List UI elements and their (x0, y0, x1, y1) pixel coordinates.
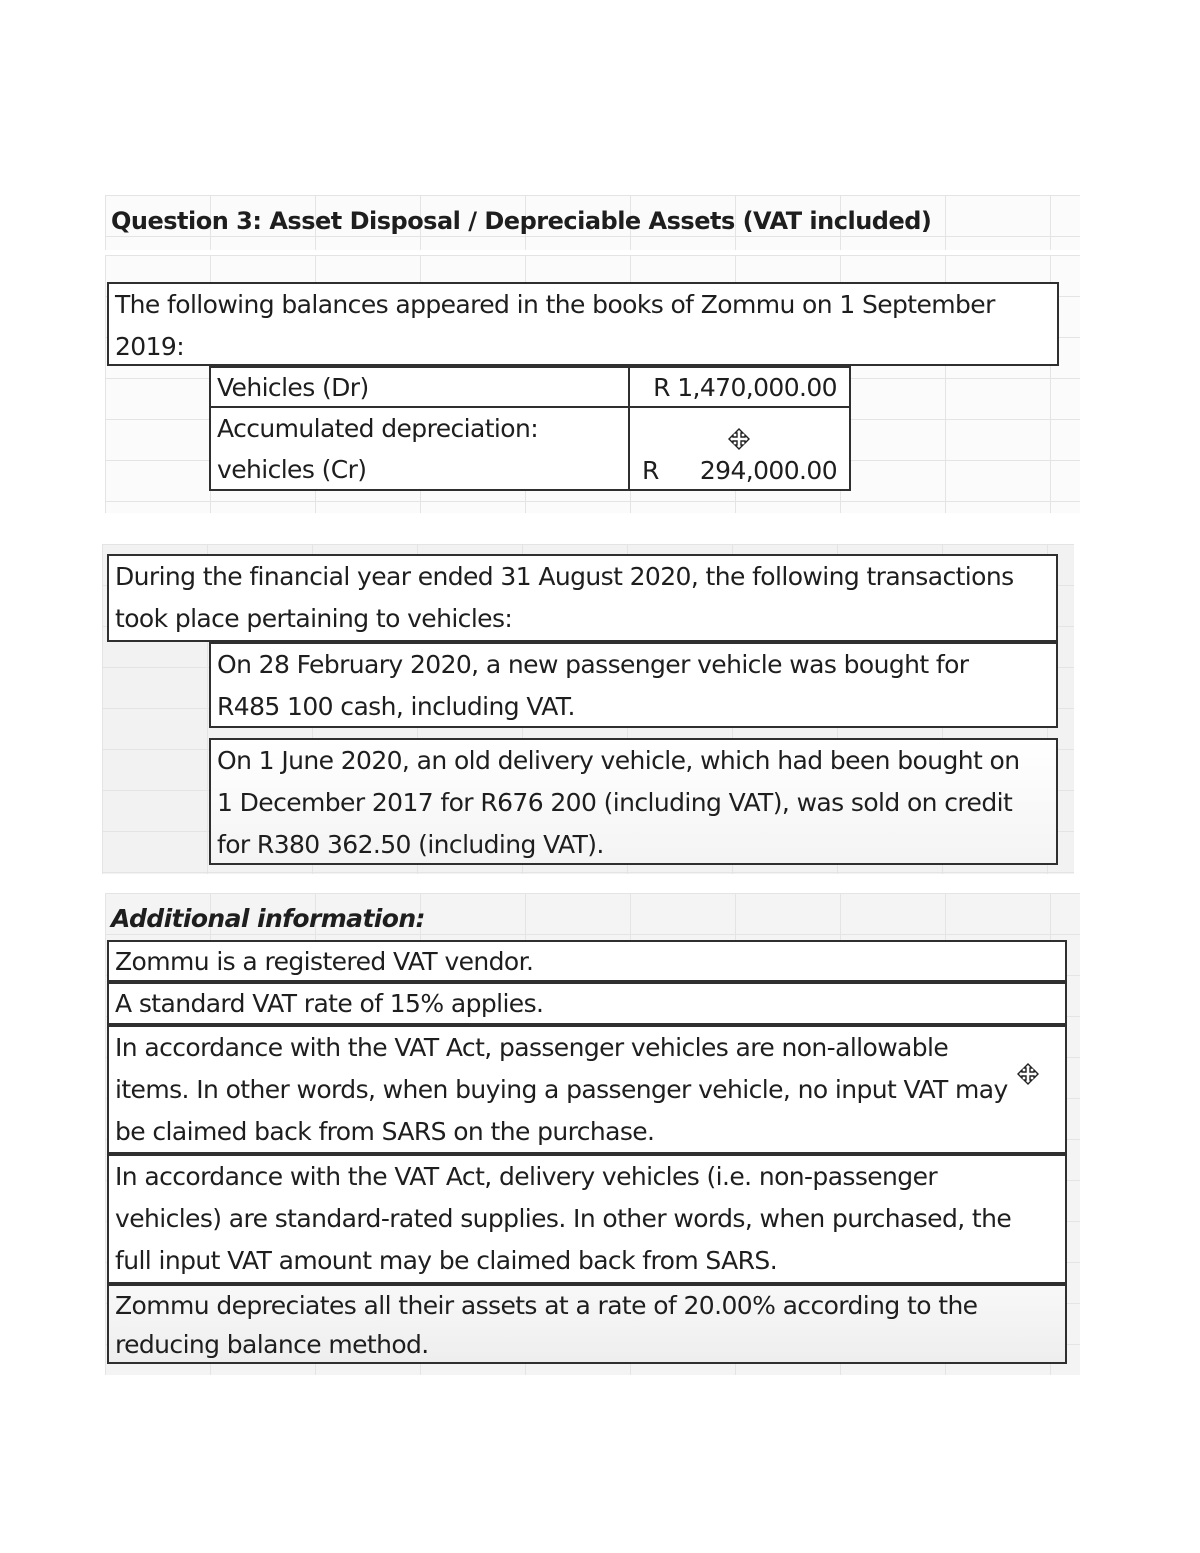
transaction-item-1[interactable] (209, 642, 1058, 728)
additional-item-delivery-vehicles[interactable] (107, 1154, 1067, 1284)
balance-label-line2: vehicles (Cr) (217, 455, 367, 484)
additional-info-heading: Additional information: (111, 904, 425, 933)
balance-label-line1: Accumulated depreciation: (217, 414, 539, 443)
balances-intro (107, 282, 1059, 366)
balance-label-vehicles[interactable]: Vehicles (Dr) (209, 366, 630, 408)
additional-item-5-line1: Zommu depreciates all their assets at a rate of 20.00% according to the (115, 1291, 978, 1320)
additional-item-vat-vendor[interactable] (107, 940, 1067, 982)
additional-item-depreciation[interactable] (107, 1284, 1067, 1364)
transaction-item-1-line2: R485 100 cash, including VAT. (217, 692, 575, 721)
additional-item-passenger-vehicles[interactable] (107, 1025, 1067, 1154)
additional-item-4-line1: In accordance with the VAT Act, delivery vehicles (i.e. non-passenger (115, 1162, 938, 1191)
transactions-intro (107, 554, 1058, 642)
additional-item-5-line2: reducing balance method. (115, 1330, 429, 1359)
additional-item-vat-rate[interactable] (107, 982, 1067, 1025)
transaction-item-2[interactable] (209, 738, 1058, 865)
balances-intro-line1: The following balances appeared in the books of Zommu on 1 September (115, 290, 995, 319)
additional-item-3-line1: In accordance with the VAT Act, passenger vehicles are non-allowable (115, 1033, 949, 1062)
transaction-item-1-line1: On 28 February 2020, a new passenger vehicle was bought for (217, 650, 969, 679)
additional-item-4-line2: vehicles) are standard-rated supplies. In other words, when purchased, the (115, 1204, 1012, 1233)
balances-intro-line2: 2019: (115, 332, 185, 361)
transactions-intro-line1: During the financial year ended 31 August 2020, the following transactions (115, 562, 1014, 591)
additional-item-3-line3: be claimed back from SARS on the purchase. (115, 1117, 655, 1146)
move-cursor-icon (728, 428, 750, 450)
move-cursor-icon (1017, 1063, 1039, 1085)
question-title: Question 3: Asset Disposal / Depreciable Assets (VAT included) (111, 207, 932, 235)
transaction-item-2-line1: On 1 June 2020, an old delivery vehicle, which had been bought on (217, 746, 1020, 775)
balance-label-accumulated-depreciation[interactable] (209, 406, 630, 491)
additional-item-1-line1: Zommu is a registered VAT vendor. (115, 947, 534, 976)
transactions-intro-line2: took place pertaining to vehicles: (115, 604, 513, 633)
balance-amount-vehicles[interactable]: R 1,470,000.00 (628, 366, 851, 408)
transaction-item-2-line2: 1 December 2017 for R676 200 (including VAT), was sold on credit (217, 788, 1013, 817)
balance-currency: R (642, 456, 659, 485)
additional-item-2-line1: A standard VAT rate of 15% applies. (115, 989, 544, 1018)
transaction-item-2-line3: for R380 362.50 (including VAT). (217, 830, 604, 859)
additional-item-3-line2: items. In other words, when buying a passenger vehicle, no input VAT may (115, 1075, 1008, 1104)
balance-amount-value: 294,000.00 (699, 456, 837, 485)
additional-item-4-line3: full input VAT amount may be claimed back from SARS. (115, 1246, 778, 1275)
